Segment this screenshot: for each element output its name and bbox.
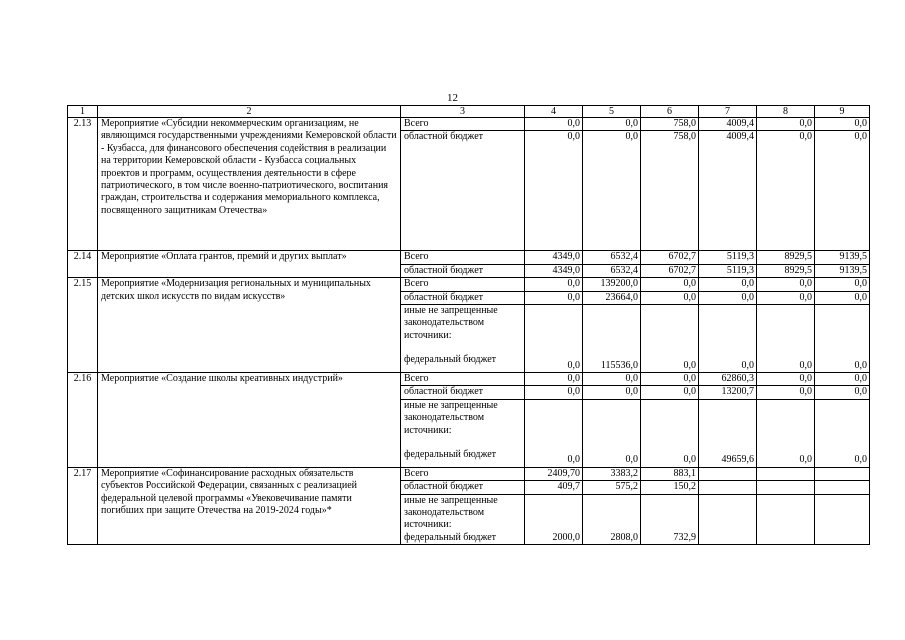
activity-name: Мероприятие «Модернизация региональных и муниципальных детских школ искусств по видам искусств» <box>98 278 401 373</box>
value-cell: 0,0 <box>699 278 757 291</box>
source-label: областной бюджет <box>401 481 525 494</box>
value-cell: 0,0 <box>699 291 757 304</box>
value-cell: 0,0 <box>815 373 870 386</box>
value-cell: 49659,6 <box>699 399 757 467</box>
table-row <box>68 278 870 291</box>
value-cell: 0,0 <box>641 305 699 373</box>
value-cell: 150,2 <box>641 481 699 494</box>
value-cell: 5119,3 <box>699 251 757 264</box>
table-row <box>68 467 870 480</box>
row-code: 2.15 <box>68 278 98 373</box>
value-cell: 0,0 <box>757 131 815 251</box>
other-sources-label: иные не запрещенные законодательством источники: <box>404 305 498 341</box>
value-cell <box>815 481 870 494</box>
activity-name: Мероприятие «Софинансирование расходных обязательств субъектов Российской Федерации, связанных с реализацией федеральной целевой программы «Увековечивание памяти погибших при защите Отечества на 2019-2024 годы»* <box>98 467 401 544</box>
row-code: 2.16 <box>68 373 98 468</box>
value-cell <box>757 481 815 494</box>
value-cell: 8929,5 <box>757 251 815 264</box>
value-cell: 0,0 <box>525 386 583 399</box>
value-cell: 0,0 <box>815 305 870 373</box>
source-label <box>401 305 525 373</box>
value-cell: 0,0 <box>525 291 583 304</box>
column-header: 7 <box>699 106 757 118</box>
table-row <box>68 373 870 386</box>
value-cell: 0,0 <box>757 399 815 467</box>
activity-name: Мероприятие «Создание школы креативных индустрий» <box>98 373 401 468</box>
value-cell: 139200,0 <box>583 278 641 291</box>
value-cell: 13200,7 <box>699 386 757 399</box>
column-header: 8 <box>757 106 815 118</box>
federal-budget-label: федеральный бюджет <box>404 354 497 366</box>
value-cell: 732,9 <box>641 494 699 545</box>
value-cell: 23664,0 <box>583 291 641 304</box>
row-code: 2.14 <box>68 251 98 278</box>
row-code: 2.13 <box>68 118 98 251</box>
page-number: 12 <box>447 92 458 104</box>
value-cell: 6532,4 <box>583 251 641 264</box>
column-header: 1 <box>68 106 98 118</box>
value-cell: 4349,0 <box>525 264 583 277</box>
value-cell <box>699 494 757 545</box>
value-cell: 0,0 <box>583 118 641 131</box>
value-cell: 883,1 <box>641 467 699 480</box>
value-cell: 6702,7 <box>641 251 699 264</box>
source-label: Всего <box>401 467 525 480</box>
value-cell: 3383,2 <box>583 467 641 480</box>
value-cell: 0,0 <box>815 131 870 251</box>
table-row <box>68 118 870 131</box>
value-cell: 409,7 <box>525 481 583 494</box>
value-cell: 0,0 <box>525 305 583 373</box>
source-label: областной бюджет <box>401 264 525 277</box>
value-cell: 6532,4 <box>583 264 641 277</box>
source-label: Всего <box>401 373 525 386</box>
value-cell: 0,0 <box>641 291 699 304</box>
value-cell: 0,0 <box>757 305 815 373</box>
value-cell: 0,0 <box>641 373 699 386</box>
value-cell: 0,0 <box>757 291 815 304</box>
value-cell: 0,0 <box>525 373 583 386</box>
source-label: областной бюджет <box>401 386 525 399</box>
source-label <box>401 399 525 467</box>
value-cell <box>757 494 815 545</box>
source-label: Всего <box>401 118 525 131</box>
value-cell: 0,0 <box>641 399 699 467</box>
value-cell: 115536,0 <box>583 305 641 373</box>
value-cell: 0,0 <box>525 399 583 467</box>
other-sources-label: иные не запрещенные законодательством источники: <box>404 399 498 436</box>
value-cell: 0,0 <box>641 386 699 399</box>
value-cell <box>699 481 757 494</box>
value-cell: 758,0 <box>641 131 699 251</box>
value-cell <box>699 467 757 480</box>
value-cell: 0,0 <box>757 118 815 131</box>
activity-name: Мероприятие «Субсидии некоммерческим организациям, не являющимся государственными учреждениями Кемеровской области - Кузбасса, для финансового обеспечения содействия в реализации на территории Кемеровской области - Кузбасса социальных проектов и программ, осуществления деятельности в сфере патриотического, в том числе военно-патриотического, воспитания граждан, строительства и содержания мемориального комплекса, посвященного защитникам Отечества» <box>98 118 401 251</box>
federal-budget-label: федеральный бюджет <box>404 449 497 461</box>
value-cell: 4009,4 <box>699 131 757 251</box>
value-cell: 4009,4 <box>699 118 757 131</box>
value-cell <box>815 494 870 545</box>
federal-budget-label: федеральный бюджет <box>404 531 497 543</box>
value-cell: 0,0 <box>583 131 641 251</box>
value-cell: 4349,0 <box>525 251 583 264</box>
value-cell <box>815 467 870 480</box>
column-header: 3 <box>401 106 525 118</box>
value-cell: 0,0 <box>815 118 870 131</box>
value-cell: 5119,3 <box>699 264 757 277</box>
activity-name: Мероприятие «Оплата грантов, премий и других выплат» <box>98 251 401 278</box>
value-cell: 0,0 <box>525 131 583 251</box>
value-cell: 0,0 <box>583 386 641 399</box>
source-label: областной бюджет <box>401 291 525 304</box>
value-cell: 0,0 <box>583 399 641 467</box>
value-cell: 9139,5 <box>815 251 870 264</box>
source-label: областной бюджет <box>401 131 525 251</box>
value-cell: 0,0 <box>815 291 870 304</box>
value-cell: 0,0 <box>699 305 757 373</box>
value-cell: 62860,3 <box>699 373 757 386</box>
column-header: 6 <box>641 106 699 118</box>
value-cell: 8929,5 <box>757 264 815 277</box>
value-cell: 2409,70 <box>525 467 583 480</box>
value-cell: 0,0 <box>757 373 815 386</box>
other-sources-label: иные не запрещенные законодательством источники: <box>404 494 498 531</box>
value-cell <box>757 467 815 480</box>
budget-table <box>67 105 870 545</box>
column-header: 5 <box>583 106 641 118</box>
value-cell: 2808,0 <box>583 494 641 545</box>
value-cell: 0,0 <box>815 386 870 399</box>
value-cell: 0,0 <box>525 278 583 291</box>
column-header: 2 <box>98 106 401 118</box>
value-cell: 0,0 <box>815 399 870 467</box>
value-cell: 758,0 <box>641 118 699 131</box>
column-number-row <box>68 106 870 118</box>
column-header: 9 <box>815 106 870 118</box>
value-cell: 0,0 <box>757 386 815 399</box>
value-cell: 2000,0 <box>525 494 583 545</box>
value-cell: 9139,5 <box>815 264 870 277</box>
value-cell: 0,0 <box>815 278 870 291</box>
value-cell: 0,0 <box>525 118 583 131</box>
row-code: 2.17 <box>68 467 98 544</box>
value-cell: 6702,7 <box>641 264 699 277</box>
column-header: 4 <box>525 106 583 118</box>
value-cell: 0,0 <box>641 278 699 291</box>
source-label <box>401 494 525 545</box>
table-row <box>68 251 870 264</box>
source-label: Всего <box>401 278 525 291</box>
source-label: Всего <box>401 251 525 264</box>
value-cell: 0,0 <box>583 373 641 386</box>
value-cell: 575,2 <box>583 481 641 494</box>
value-cell: 0,0 <box>757 278 815 291</box>
